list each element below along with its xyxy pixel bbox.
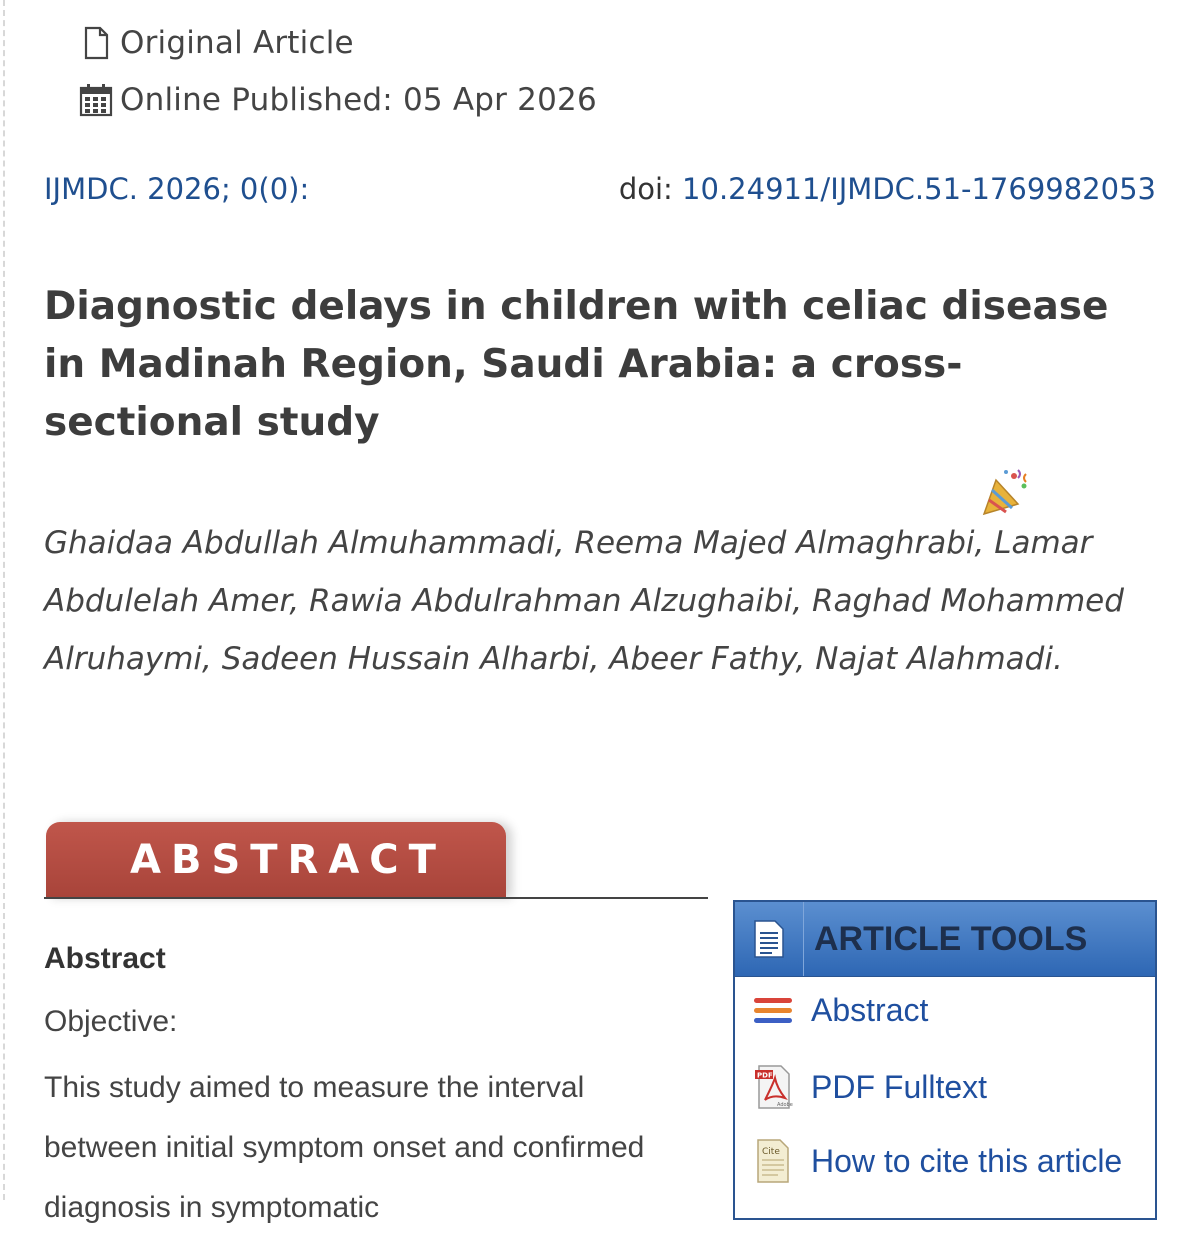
publish-date-label: Online Published: 05 Apr 2026: [120, 82, 597, 118]
pdf-icon: [735, 1064, 811, 1110]
article-type: [78, 25, 354, 61]
abstract-heading: Abstract: [44, 942, 166, 975]
doi-link[interactable]: 10.24911/IJMDC.51-1769982053: [682, 172, 1156, 206]
document-icon: [78, 25, 114, 61]
svg-text:Adobe: Adobe: [777, 1102, 793, 1108]
tool-abstract-link[interactable]: [735, 992, 928, 1029]
doi-label: doi:: [618, 172, 673, 206]
abstract-tab: ABSTRACT: [46, 822, 506, 898]
citation-line: [44, 172, 1156, 206]
tool-cite-link[interactable]: [735, 1138, 1122, 1184]
party-popper-icon: [978, 466, 1034, 518]
abstract-text: This study aimed to measure the interval between initial symptom onset and confirmed diagnosis in symptomatic: [44, 1071, 645, 1224]
document-lines-icon: [735, 902, 804, 976]
tool-pdf-link[interactable]: [735, 1064, 987, 1110]
publish-date: [78, 82, 597, 118]
journal-reference[interactable]: IJMDC. 2026; 0(0):: [44, 172, 310, 206]
abstract-icon: [735, 996, 811, 1026]
cite-icon: [735, 1138, 811, 1184]
svg-text:PDF: PDF: [757, 1071, 773, 1080]
page-left-border: [3, 0, 5, 1200]
article-tools-title: ARTICLE TOOLS: [814, 919, 1088, 958]
article-tools-header: [735, 902, 1155, 977]
tool-cite-label: How to cite this article: [811, 1142, 1123, 1179]
article-type-label: Original Article: [120, 25, 354, 61]
abstract-divider: [44, 897, 708, 899]
doi: [619, 172, 1156, 206]
tool-abstract-label: Abstract: [811, 992, 929, 1028]
calendar-icon: [78, 82, 114, 118]
svg-text:Cite: Cite: [762, 1147, 780, 1157]
article-title: Diagnostic delays in children with celiac disease in Madinah Region, Saudi Arabia: a cross-sectional study: [44, 284, 1109, 445]
abstract-subheading: Objective:: [44, 1005, 178, 1038]
author-list: Ghaidaa Abdullah Almuhammadi, Reema Majed Almaghrabi, Lamar Abdulelah Amer, Rawia Abdulrahman Alzughaibi, Raghad Mohammed Alruhaymi, Sadeen Hussain Alharbi, Abeer Fathy, Najat Alahmadi.: [44, 525, 1124, 677]
article-tools-panel: [733, 900, 1157, 1220]
tool-pdf-label: PDF Fulltext: [811, 1068, 988, 1105]
